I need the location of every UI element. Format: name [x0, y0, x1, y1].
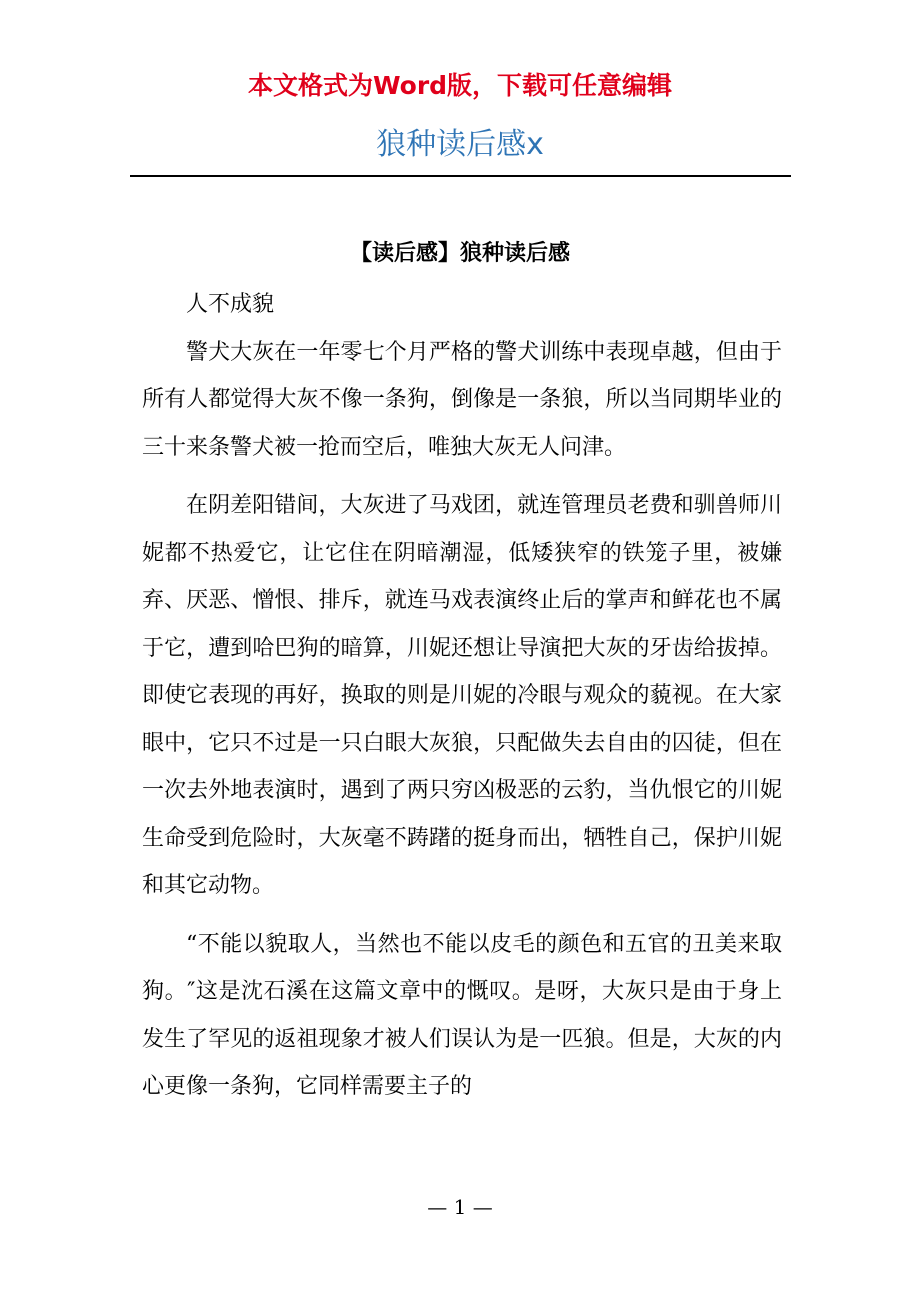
- body-paragraph: “不能以貌取人，当然也不能以皮毛的颜色和五官的丑美来取狗。″这是沈石溪在这篇文章中的慨叹。是呀，大灰只是由于身上发生了罕见的返祖现象才被人们误认为是一匹狼。但是，大灰的内心更像一条狗，它同样需要主子的: [142, 931, 782, 1099]
- article-heading: 【读后感】狼种读后感: [349, 240, 570, 266]
- title-divider: [130, 175, 791, 177]
- page-number: — 1 —: [427, 1195, 493, 1219]
- document-title: 狼种读后感x: [376, 127, 544, 162]
- article-body: [142, 281, 782, 1111]
- format-notice-banner: 本文格式为Word版，下载可任意编辑: [247, 71, 673, 100]
- body-paragraph: 警犬大灰在一年零七个月严格的警犬训练中表现卓越，但由于所有人都觉得大灰不像一条狗，倒像是一条狼，所以当同期毕业的三十来条警犬被一抢而空后，唯独大灰无人问津。: [142, 339, 782, 460]
- body-paragraph: 人不成貌: [186, 292, 275, 317]
- body-paragraph: 在阴差阳错间，大灰进了马戏团，就连管理员老费和驯兽师川妮都不热爱它，让它住在阴暗潮湿，低矮狭窄的铁笼子里，被嫌弃、厌恶、憎恨、排斥，就连马戏表演终止后的掌声和鲜花也不属于它，遭到哈巴狗的暗算，川妮还想让导演把大灰的牙齿给拔掉。即使它表现的再好，换取的则是川妮的冷眼与观众的藐视。在大家眼中，它只不过是一只白眼大灰狼，只配做失去自由的囚徒，但在一次去外地表演时，遇到了两只穷凶极恶的云豹，当仇恨它的川妮生命受到危险时，大灰毫不踌躇的挺身而出，牺牲自己，保护川妮和其它动物。: [142, 493, 782, 898]
